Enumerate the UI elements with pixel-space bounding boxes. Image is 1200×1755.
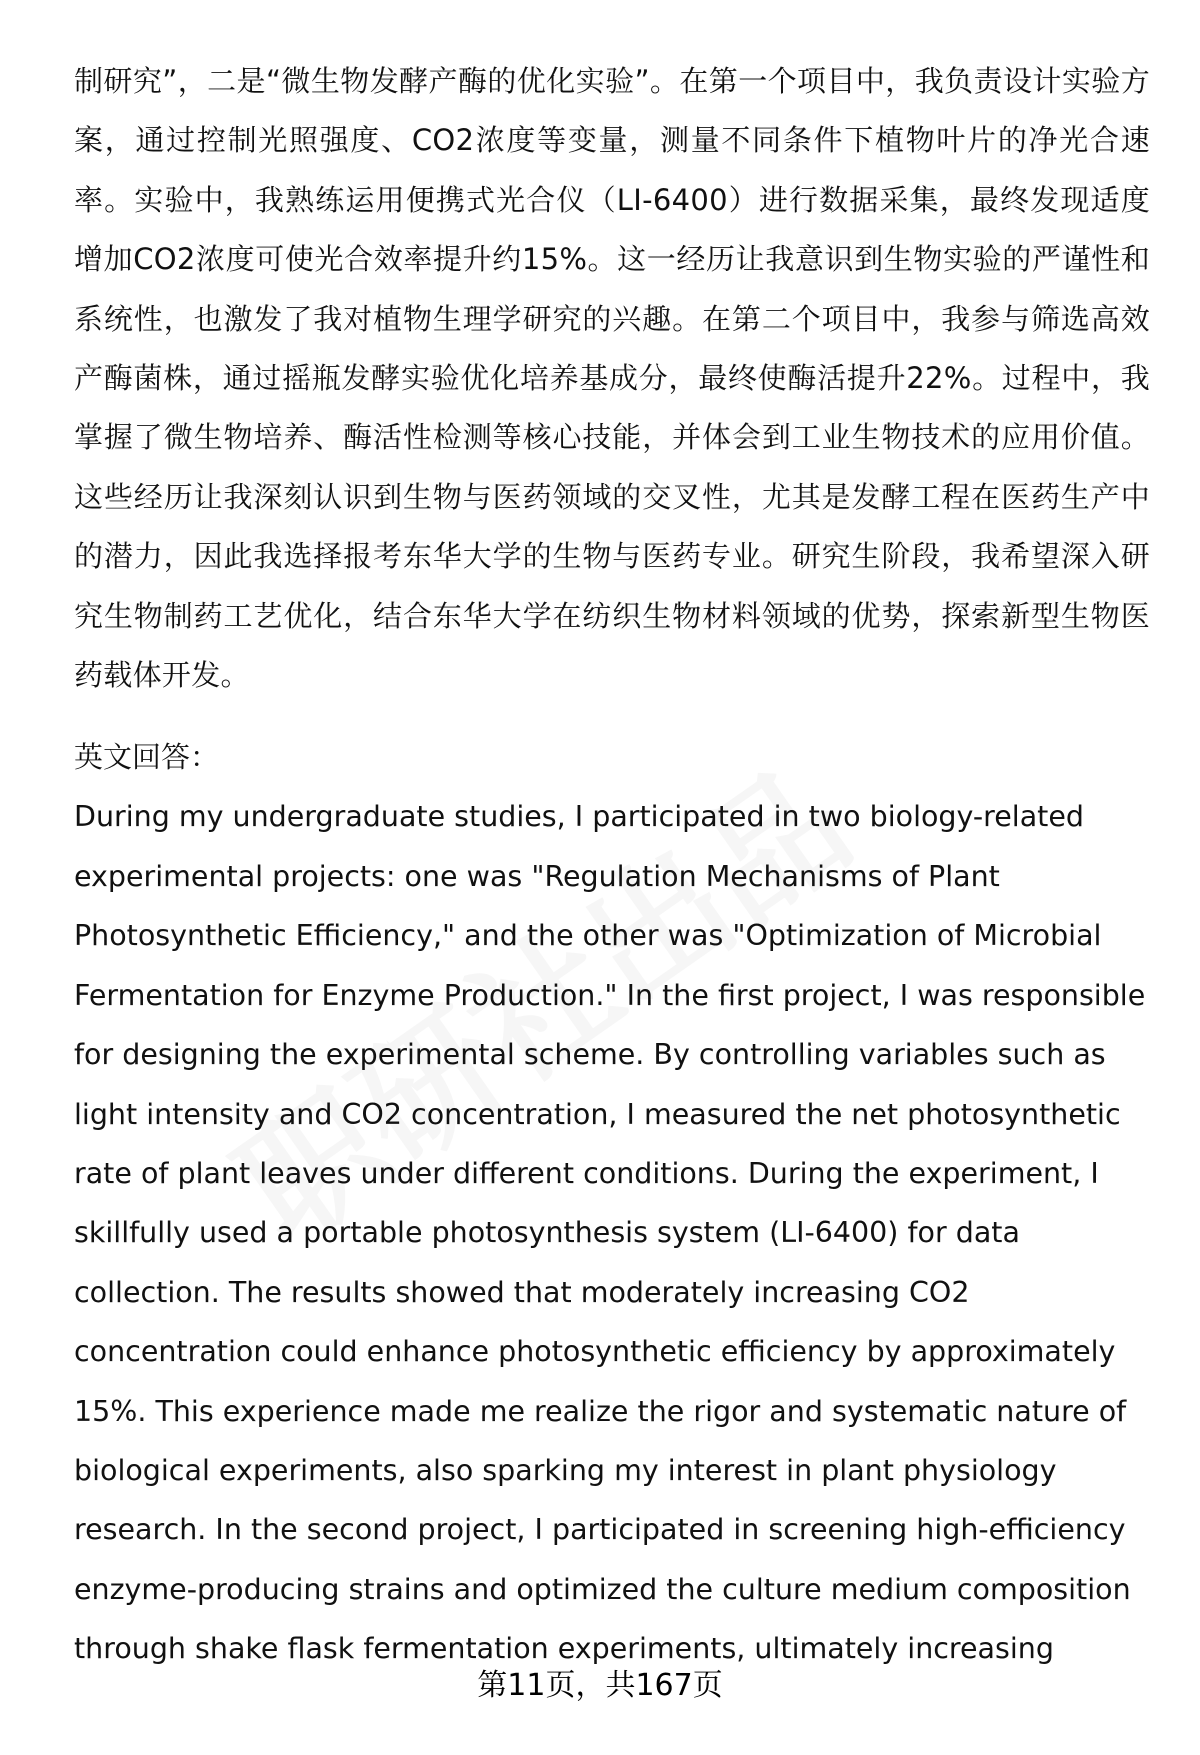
document-body	[74, 52, 1150, 1679]
chinese-answer-paragraph: 制研究”，二是“微生物发酵产酶的优化实验”。在第一个项目中，我负责设计实验方案，通过控制光照强度、CO2浓度等变量，测量不同条件下植物叶片的净光合速率。实验中，我熟练运用便携式光合仪（LI-6400）进行数据采集，最终发现适度增加CO2浓度可使光合效率提升约15%。这一经历让我意识到生物实验的严谨性和系统性，也激发了我对植物生理学研究的兴趣。在第二个项目中，我参与筛选高效产酶菌株，通过摇瓶发酵实验优化培养基成分，最终使酶活提升22%。过程中，我掌握了微生物培养、酶活性检测等核心技能，并体会到工业生物技术的应用价值。这些经历让我深刻认识到生物与医药领域的交叉性，尤其是发酵工程在医药生产中的潜力，因此我选择报考东华大学的生物与医药专业。研究生阶段，我希望深入研究生物制药工艺优化，结合东华大学在纺织生物材料领域的优势，探索新型生物医药载体开发。	[74, 64, 1150, 693]
english-answer-paragraph: During my undergraduate studies, I participated in two biology-related experimental projects: one was "Regulation Mechanisms of Plant Photosynthetic Efficiency," and the other was "Optimization of Microbial Fermentation for Enzyme Production." In the first project, I was responsible for designing the experimental scheme. By controlling variables such as light intensity and CO2 concentration, I measured the net photosynthetic rate of plant leaves under different conditions. During the experiment, I skillfully used a portable photosynthesis system (LI-6400) for data collection. The results showed that moderately increasing CO2 concentration could enhance photosynthetic efficiency by approximately 15%. This experience made me realize the rigor and systematic nature of biological experiments, also sparking my interest in plant physiology research. In the second project, I participated in screening high-efficiency enzyme-producing strains and optimized the culture medium composition through shake flask fermentation experiments, ultimately increasing	[74, 800, 1146, 1666]
page-number-footer: 第11页，共167页	[477, 1668, 723, 1703]
english-answer-label: 英文回答：	[74, 740, 220, 775]
